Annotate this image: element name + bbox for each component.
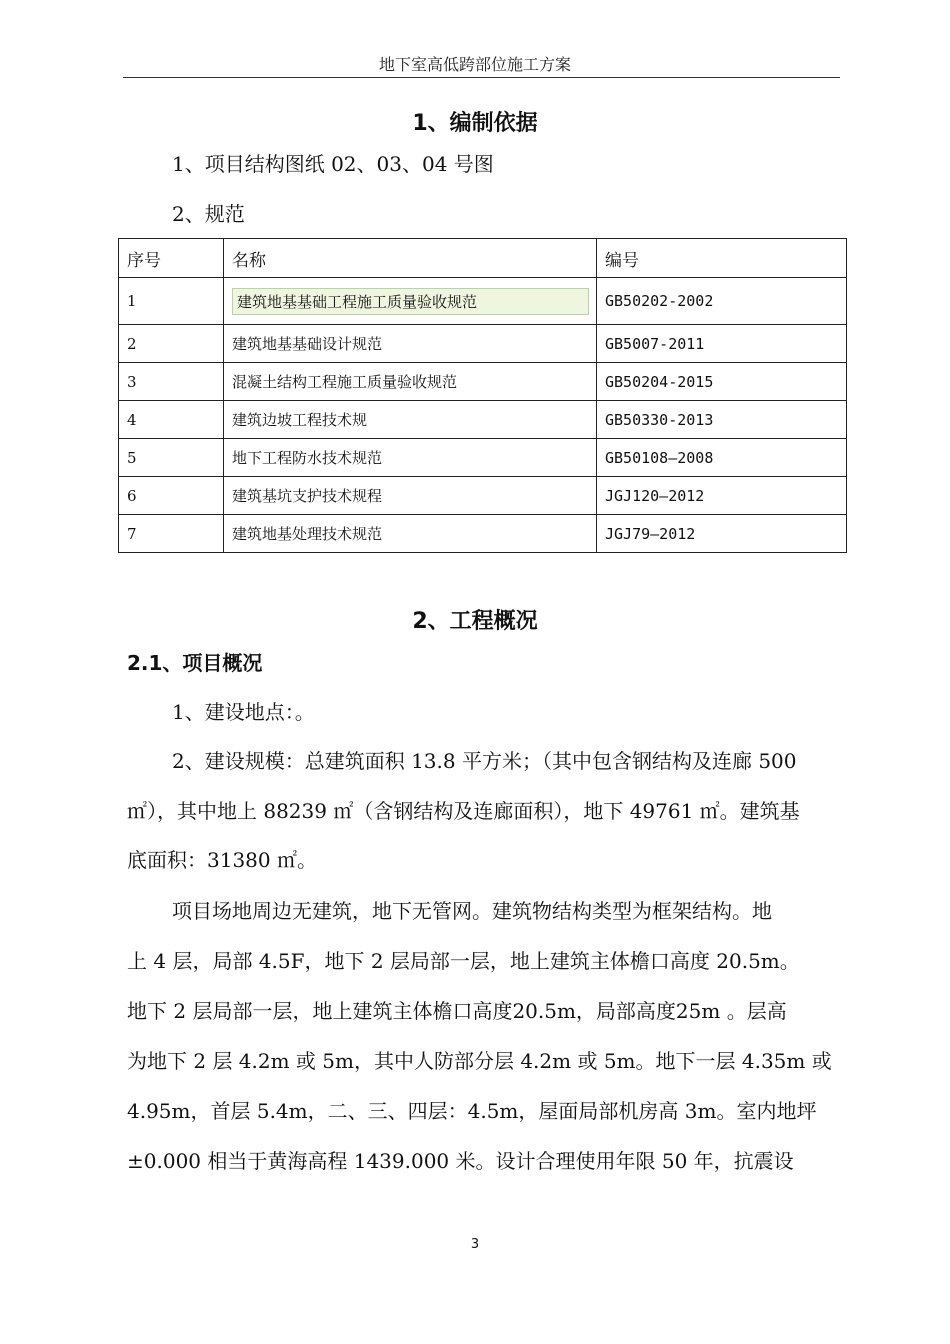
- overview-line: 上 4 层，局部 4.5F，地下 2 层局部一层，地上建筑主体檐口高度 20.5m。: [127, 949, 800, 973]
- row-name: 建筑地基基础设计规范: [224, 325, 597, 363]
- row-index: 6: [119, 477, 224, 515]
- header-code: 编号: [597, 239, 847, 278]
- overview-line: 底面积：31380 ㎡。: [127, 848, 317, 872]
- highlighted-name: 建筑地基基础工程施工质量验收规范: [232, 288, 589, 315]
- overview-line: 地下 2 层局部一层，地上建筑主体檐口高度20.5m，局部高度25m 。层高: [127, 999, 787, 1023]
- page-number: 3: [470, 1237, 480, 1252]
- table-row: [119, 515, 847, 553]
- section-2-heading: 2、工程概况: [412, 609, 538, 634]
- page-header-title: 地下室高低跨部位施工方案: [378, 55, 571, 74]
- row-name: 建筑边坡工程技术规: [224, 401, 597, 439]
- overview-line: ±0.000 相当于黄海高程 1439.000 米。设计合理使用年限 50 年，抗震设: [127, 1149, 794, 1173]
- overview-line: 1、建设地点：。: [172, 700, 315, 724]
- row-name: [224, 278, 597, 325]
- basis-item-2: 2、规范: [172, 202, 245, 226]
- row-index: 1: [119, 278, 224, 325]
- overview-line: 2、建设规模：总建筑面积 13.8 平方米；（其中包含钢结构及连廊 500: [172, 749, 797, 773]
- header-name: 名称: [224, 239, 597, 278]
- table-row: [119, 363, 847, 401]
- basis-item-1: 1、项目结构图纸 02、03、04 号图: [172, 152, 494, 176]
- table-row: [119, 439, 847, 477]
- row-code: GB50204-2015: [597, 363, 847, 401]
- table-row: [119, 278, 847, 325]
- row-code: GB50202-2002: [597, 278, 847, 325]
- overview-line: 为地下 2 层 4.2m 或 5m，其中人防部分层 4.2m 或 5m。地下一层 4.35m 或: [127, 1049, 832, 1073]
- row-index: 2: [119, 325, 224, 363]
- header-rule: [123, 77, 840, 78]
- row-code: JGJ120—2012: [597, 477, 847, 515]
- row-name: 地下工程防水技术规范: [224, 439, 597, 477]
- row-index: 3: [119, 363, 224, 401]
- row-name: 建筑基坑支护技术规程: [224, 477, 597, 515]
- row-code: GB50108—2008: [597, 439, 847, 477]
- row-index: 4: [119, 401, 224, 439]
- row-code: GB5007-2011: [597, 325, 847, 363]
- header-index: 序号: [119, 239, 224, 278]
- table-row: [119, 477, 847, 515]
- overview-line: 项目场地周边无建筑，地下无管网。建筑物结构类型为框架结构。地: [172, 899, 772, 923]
- overview-line: ㎡），其中地上 88239 ㎡（含钢结构及连廊面积），地下 49761 ㎡。建筑基: [127, 799, 800, 823]
- table-row: [119, 401, 847, 439]
- row-index: 7: [119, 515, 224, 553]
- row-code: JGJ79—2012: [597, 515, 847, 553]
- row-code: GB50330-2013: [597, 401, 847, 439]
- table-row: [119, 325, 847, 363]
- table-header-row: [119, 239, 847, 278]
- standards-table: [118, 238, 847, 553]
- row-name: 混凝土结构工程施工质量验收规范: [224, 363, 597, 401]
- section-1-heading: 1、编制依据: [412, 111, 538, 136]
- subsection-2-1-heading: 2.1、项目概况: [127, 651, 263, 675]
- row-name: 建筑地基处理技术规范: [224, 515, 597, 553]
- overview-line: 4.95m，首层 5.4m，二、三、四层：4.5m，屋面局部机房高 3m。室内地坪: [127, 1099, 817, 1123]
- row-index: 5: [119, 439, 224, 477]
